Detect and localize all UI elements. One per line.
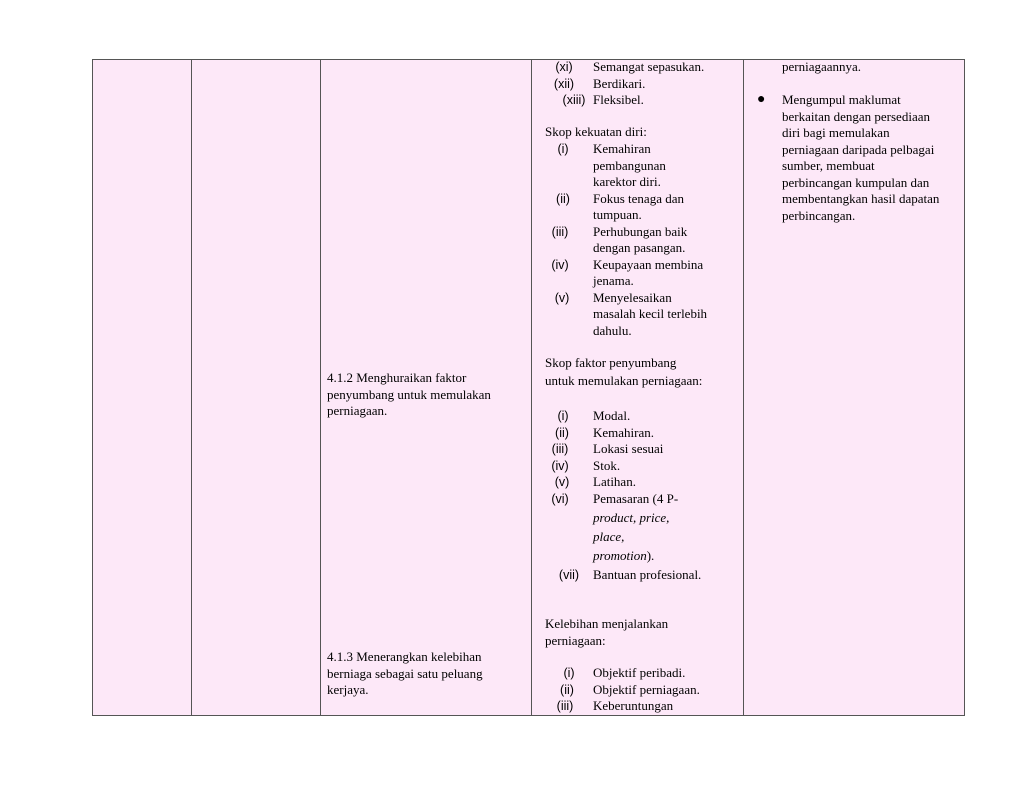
activity-text: perbincangan kumpulan dan <box>782 174 930 190</box>
list-item: Modal. <box>593 408 631 423</box>
list-item: Objektif peribadi. <box>593 665 686 680</box>
list-item: Bantuan profesional. <box>593 567 702 582</box>
bullet-icon: ● <box>757 92 766 107</box>
column-divider <box>191 60 192 715</box>
section-heading: Skop kekuatan diri: <box>545 124 647 139</box>
list-item: Berdikari. <box>593 75 646 91</box>
section-heading: Skop faktor penyumbang <box>545 355 677 370</box>
learning-standard-text: penyumbang untuk memulakan <box>327 386 491 402</box>
list-number: (xii) <box>553 76 575 91</box>
list-number: (vi) <box>551 491 569 506</box>
list-number: (iv) <box>551 257 569 272</box>
activity-text: perniagaannya. <box>782 59 862 74</box>
learning-standard-text: 4.1.2 Menghuraikan faktor <box>327 370 467 385</box>
list-item: Perhubungan baik <box>593 223 688 239</box>
list-item: Menyelesaikan <box>593 289 672 305</box>
list-number: (iii) <box>556 699 574 713</box>
list-number: (xi) <box>555 60 573 74</box>
activity-text: perniagaan daripada pelbagai <box>782 141 935 157</box>
activity-text: diri bagi memulakan <box>782 125 890 140</box>
list-number: (vii) <box>558 568 580 582</box>
list-number: (ii) <box>560 682 574 697</box>
list-number: (i) <box>557 409 569 423</box>
list-item: dahulu. <box>593 322 632 338</box>
list-number: (ii) <box>555 425 569 440</box>
list-item: jenama. <box>593 273 634 288</box>
list-item: Objektif perniagaan. <box>593 681 700 697</box>
activity-text: membentangkan hasil dapatan <box>782 191 940 206</box>
list-item: Kemahiran. <box>593 424 655 440</box>
list-number: (i) <box>563 666 575 680</box>
list-item: masalah kecil terlebih <box>593 306 708 321</box>
list-item: karektor diri. <box>593 174 661 189</box>
list-number: (v) <box>554 290 570 305</box>
list-item: pembangunan <box>593 157 666 173</box>
list-item: Keupayaan membina <box>593 256 704 272</box>
list-item: dengan pasangan. <box>593 240 686 255</box>
list-item-suffix: ). <box>646 548 655 563</box>
learning-standard-text: 4.1.3 Menerangkan kelebihan <box>327 649 482 664</box>
list-number: (iv) <box>551 458 569 473</box>
column-divider <box>743 60 744 715</box>
section-heading: untuk memulakan perniagaan: <box>545 373 703 388</box>
list-item: Latihan. <box>593 474 636 489</box>
list-number: (v) <box>554 475 570 489</box>
list-item: Fokus tenaga dan <box>593 190 684 206</box>
activity-text: sumber, membuat <box>782 158 875 173</box>
list-number: (xiii) <box>562 93 586 107</box>
list-number: (ii) <box>556 191 570 206</box>
list-number: (i) <box>557 142 569 156</box>
learning-standard-text: berniaga sebagai satu peluang <box>327 665 483 681</box>
learning-standard-text: perniagaan. <box>327 403 388 418</box>
list-item: Stok. <box>593 457 621 473</box>
list-item <box>593 548 654 565</box>
learning-standard-text: kerjaya. <box>327 682 369 697</box>
list-item-italic: promotion <box>593 548 647 563</box>
list-item: Keberuntungan <box>593 698 674 713</box>
column-divider <box>320 60 321 715</box>
list-item: place, <box>593 529 625 544</box>
list-item: Fleksibel. <box>593 92 644 107</box>
section-heading: Kelebihan menjalankan <box>545 616 669 631</box>
list-item: Kemahiran <box>593 141 651 156</box>
list-item: Lokasi sesuai <box>593 441 664 456</box>
list-number: (iii) <box>551 442 569 456</box>
list-item: tumpuan. <box>593 207 642 222</box>
list-item: product, price, <box>593 510 670 525</box>
section-heading: perniagaan: <box>545 632 606 648</box>
column-divider <box>531 60 532 715</box>
list-item: Semangat sepasukan. <box>593 59 705 74</box>
activity-text: perbincangan. <box>782 207 856 223</box>
activity-text: berkaitan dengan persediaan <box>782 108 930 124</box>
list-item: Pemasaran (4 P- <box>593 490 679 506</box>
list-number: (iii) <box>551 224 569 239</box>
activity-text: Mengumpul maklumat <box>782 92 901 107</box>
